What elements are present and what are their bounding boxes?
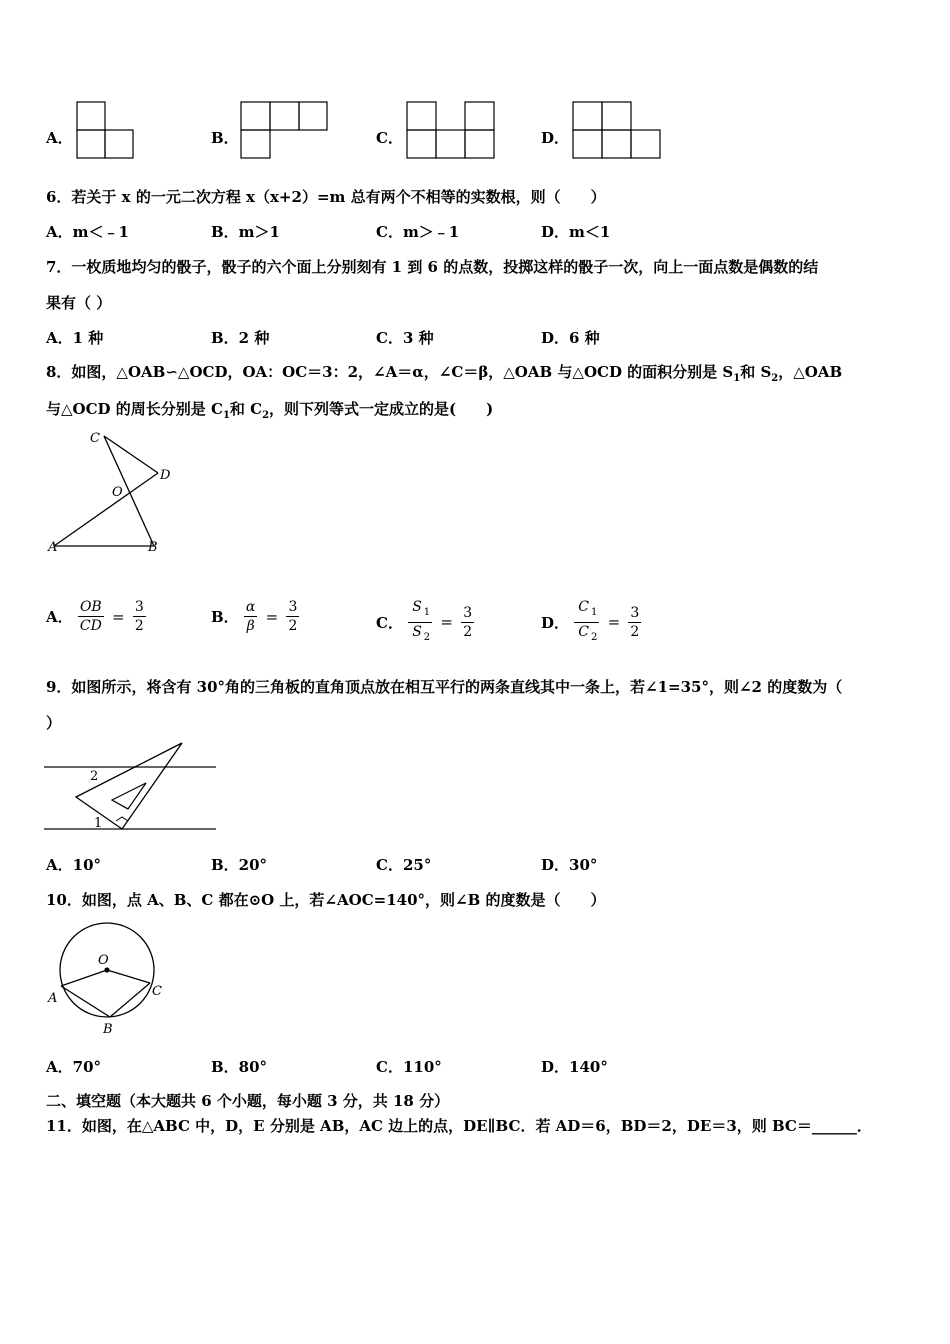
q10-label-b: B: [103, 1022, 113, 1037]
q9-label-angle-1: 1: [94, 816, 103, 831]
q5-option-d-figure: [572, 101, 664, 161]
q8-label-c: C: [90, 431, 100, 446]
q8-option-a-fraction-right: $\frac{3}{2}$: [134, 599, 144, 634]
q9-option-b: B．20°: [211, 856, 268, 874]
q5-option-c-figure: [406, 101, 498, 161]
q10-option-c: C．110°: [376, 1058, 442, 1076]
q10-option-d: D．140°: [541, 1058, 608, 1076]
q8-option-c: C． $\frac{S _1}{S _2}$ = $\frac{3}{2}$: [376, 598, 474, 647]
q9-figure-triangle-parallel-lines: [44, 740, 220, 836]
q6-option-d: D．m＜1: [541, 223, 611, 241]
q6-option-b: B．m＞1: [211, 223, 280, 241]
q9-option-d: D．30°: [541, 856, 598, 874]
q5-option-a-figure: [76, 101, 136, 161]
q5-option-b-figure: [240, 101, 330, 161]
q8-option-a: A． $\frac{OB}{CD}$ = $\frac{3}{2}$: [46, 599, 144, 634]
q8-label-b: B: [148, 540, 158, 555]
q7-option-b: B．2 种: [211, 329, 270, 347]
q8-option-c-fraction-left: $\frac{S _1}{S _2}$: [408, 598, 432, 647]
q9-stem-line2: ）: [46, 714, 62, 732]
q8-option-a-fraction-left: $\frac{OB}{CD}$: [79, 599, 102, 634]
q10-label-o: O: [98, 953, 109, 968]
q9-stem-line1: 9．如图所示，将含有 30°角的三角板的直角顶点放在相互平行的两条直线其中一条上，若∠1=35°，则∠2 的度数为（: [46, 678, 843, 696]
q11-stem: 11．如图，在△ABC 中，D，E 分别是 AB，AC 边上的点，DE∥BC．若 AD＝6，BD＝2，DE＝3，则 BC＝______．: [46, 1117, 872, 1135]
q9-option-c: C．25°: [376, 856, 432, 874]
q5-option-c-label: C．: [376, 129, 403, 147]
section2-title: 二、填空题（本大题共 6 个小题，每小题 3 分，共 18 分）: [46, 1092, 450, 1110]
q7-stem-line2: 果有（ ）: [46, 294, 112, 312]
q7-stem-line1: 7．一枚质地均匀的骰子，骰子的六个面上分别刻有 1 到 6 的点数，投掷这样的骰子一次，向上一面点数是偶数的结: [46, 258, 819, 276]
q7-option-c: C．3 种: [376, 329, 434, 347]
q8-figure-similar-triangles: [44, 428, 184, 558]
q9-option-a: A．10°: [46, 856, 102, 874]
q8-label-o: O: [112, 485, 123, 500]
q8-option-d: D． $\frac{C _1}{C _2}$ = $\frac{3}{2}$: [541, 598, 641, 647]
q8-option-d-fraction-left: $\frac{C _1}{C _2}$: [574, 598, 599, 647]
q10-stem: 10．如图，点 A、B、C 都在⊙O 上，若∠AOC=140°，则∠B 的度数是（ ）: [46, 891, 606, 909]
q6-stem: 6．若关于 x 的一元二次方程 x（x+2）=m 总有两个不相等的实数根，则（ ）: [46, 188, 606, 206]
q6-option-c: C．m＞﹣1: [376, 223, 460, 241]
q5-option-a-label: A．: [46, 129, 73, 147]
q10-label-a: A: [48, 991, 58, 1006]
q9-label-angle-2: 2: [90, 769, 99, 784]
q6-option-a: A．m＜﹣1: [46, 223, 129, 241]
q8-option-d-fraction-right: $\frac{3}{2}$: [630, 604, 640, 640]
q10-option-b: B．80°: [211, 1058, 268, 1076]
q8-option-b-fraction-left: $\frac{\alpha}{\beta}$: [245, 599, 256, 634]
q5-option-b-label: B．: [211, 129, 239, 147]
q7-option-d: D．6 种: [541, 329, 600, 347]
q8-label-d: D: [160, 468, 171, 483]
q10-label-c: C: [152, 984, 162, 999]
q10-figure-circle: [44, 920, 174, 1042]
q10-option-a: A．70°: [46, 1058, 102, 1076]
q8-stem-line1: 8．如图，△OAB∽△OCD，OA：OC＝3：2，∠A＝α，∠C＝β，△OAB 与△OCD 的面积分别是 $S_1$和 $S_2$，△OAB: [46, 363, 843, 384]
q8-option-c-fraction-right: $\frac{3}{2}$: [463, 604, 473, 640]
q8-option-b: B． $\frac{\alpha}{\beta}$ = $\frac{3}{2}$: [211, 599, 298, 634]
q8-stem-line2: 与△OCD 的周长分别是 $C_1$和 $C_2$，则下列等式一定成立的是( ): [46, 400, 494, 421]
q7-option-a: A．1 种: [46, 329, 104, 347]
q8-label-a: A: [48, 540, 58, 555]
q5-option-d-label: D．: [541, 129, 570, 147]
q8-option-b-fraction-right: $\frac{3}{2}$: [288, 599, 298, 634]
